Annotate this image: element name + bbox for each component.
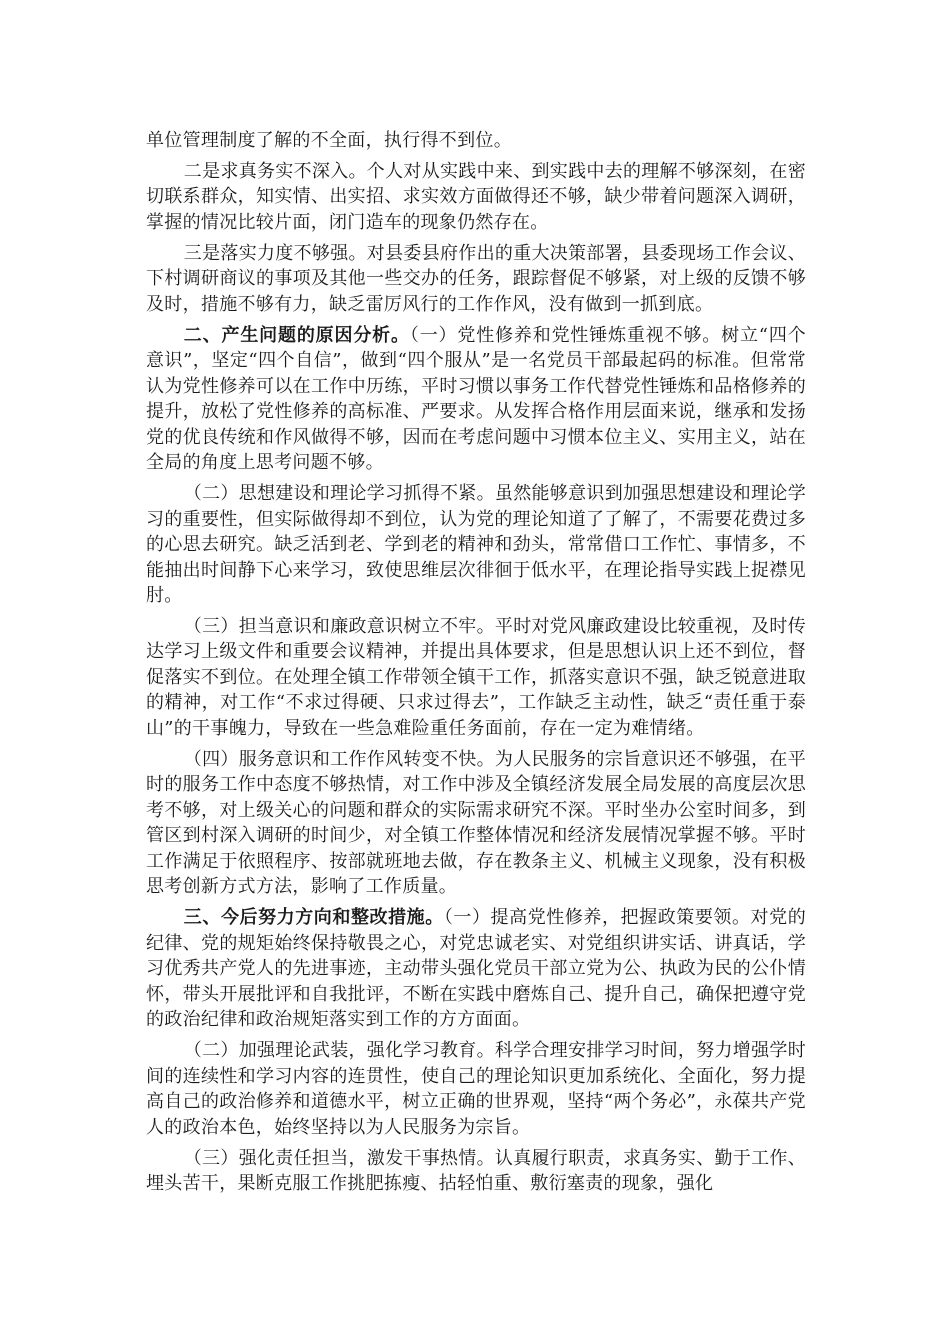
paragraph — [146, 128, 806, 154]
paragraph-text: （二）加强理论武装，强化学习教育。科学合理安排学习时间，努力增强学时间的连续性和学习内容的连贯性，使自己的理论知识更加系统化、全面化，努力提高自己的政治修养和道德水平，树立正确的世界观，坚持“两个务必”，永葆共产党人的政治本色，始终坚持以为人民服务为宗旨。 — [146, 1040, 806, 1138]
paragraph — [146, 614, 806, 742]
paragraph-text: （一）提高党性修养，把握政策要领。对党的纪律、党的规矩始终保持敬畏之心，对党忠诚老实、对党组织讲实话、讲真话，学习优秀共产党人的先进事迹，主动带头强化党员干部立党为公、执政为民的公仆情怀，带头开展批评和自我批评，不断在实践中磨炼自己、提升自己，确保把遵守党的政治纪律和政治规矩落实到工作的方方面面。 — [146, 907, 807, 1031]
paragraph — [146, 1146, 806, 1197]
paragraph — [146, 1038, 806, 1140]
paragraph-text: 单位管理制度了解的不全面，执行得不到位。 — [146, 130, 512, 151]
paragraph — [146, 241, 806, 318]
paragraph — [146, 481, 806, 609]
section-heading: 三、今后努力方向和整改措施。 — [183, 907, 444, 929]
paragraph-text: （一）党性修养和党性锤炼重视不够。树立“四个意识”，坚定“四个自信”，做到“四个服从”是一名党员干部最起码的标准。但常常认为党性修养可以在工作中历练，平时习惯以事务工作代替党性锤炼和品格修养的提升，放松了党性修养的高标准、严要求。从发挥合格作用层面来说，继承和发扬党的优良传统和作风做得不够，因而在考虑问题中习惯本位主义、实用主义，站在全局的角度上思考问题不够。 — [146, 324, 806, 474]
paragraph-text: （三）强化责任担当，激发干事热情。认真履行职责，求真务实、勤于工作、埋头苦干，果断克服工作挑肥拣瘦、拈轻怕重、敷衍塞责的现象，强化 — [146, 1147, 806, 1195]
paragraph — [146, 747, 806, 900]
paragraph-text: （二）思想建设和理论学习抓得不紧。虽然能够意识到加强思想建设和理论学习的重要性，但实际做得却不到位，认为党的理论知道了了解了，不需要花费过多的心思去研究。缺乏活到老、学到老的精神和劲头，常常借口工作忙、事情多，不能抽出时间静下心来学习，致使思维层次徘徊于低水平，在理论指导实践上捉襟见肘。 — [146, 483, 806, 607]
paragraph-text: 三是落实力度不够强。对县委县府作出的重大决策部署，县委现场工作会议、下村调研商议的事项及其他一些交办的任务，跟踪督促不够紧，对上级的反馈不够及时，措施不够有力，缺乏雷厉风行的工作作风，没有做到一抓到底。 — [146, 242, 806, 315]
document-body — [146, 128, 806, 1202]
paragraph-text: （三）担当意识和廉政意识树立不牢。平时对党风廉政建设比较重视，及时传达学习上级文件和重要会议精神，并提出具体要求，但是思想认识上还不到位，督促落实不到位。在处理全镇工作带领全镇干工作，抓落实意识不强，缺乏锐意进取的精神，对工作“不求过得硬、只求过得去”，工作缺乏主动性，缺乏“责任重于泰山”的干事魄力，导致在一些急难险重任务面前，存在一定为难情绪。 — [146, 615, 806, 739]
paragraph-text: （四）服务意识和工作作风转变不快。为人民服务的宗旨意识还不够强，在平时的服务工作中态度不够热情，对工作中涉及全镇经济发展全局发展的高度层次思考不够，对上级关心的问题和群众的实际需求研究不深。平时坐办公室时间多，到管区到村深入调研的时间少，对全镇工作整体情况和经济发展情况掌握不够。平时工作满足于依照程序、按部就班地去做，存在教条主义、机械主义现象，没有积极思考创新方式方法，影响了工作质量。 — [146, 748, 806, 898]
paragraph — [146, 323, 806, 476]
section-heading: 二、产生问题的原因分析。 — [183, 324, 410, 346]
paragraph — [146, 159, 806, 236]
paragraph — [146, 905, 806, 1033]
paragraph-text: 二是求真务实不深入。个人对从实践中来、到实践中去的理解不够深刻，在密切联系群众，知实情、出实招、求实效方面做得还不够，缺少带着问题深入调研，掌握的情况比较片面，闭门造车的现象仍然存在。 — [146, 160, 806, 233]
